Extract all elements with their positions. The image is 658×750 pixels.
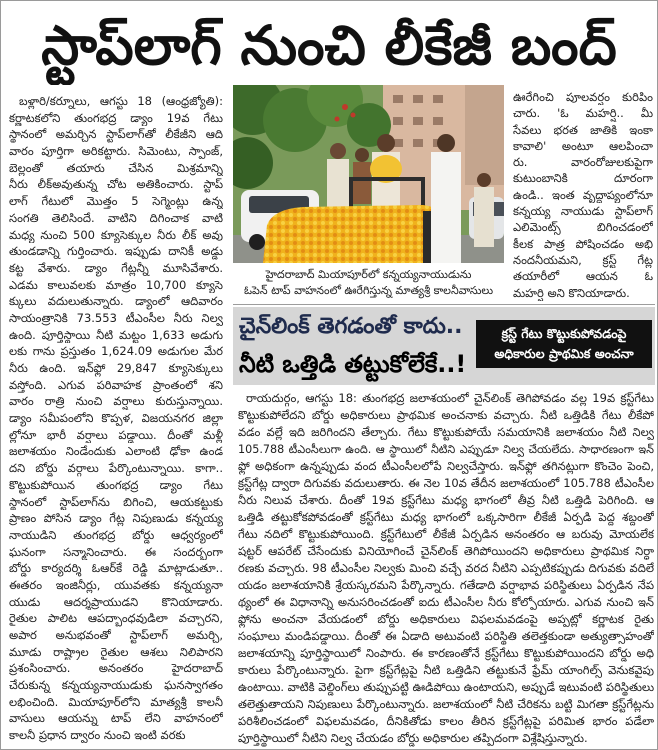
body-text-line: నందనీయమని, క్రస్ట్ గేట్ల [513, 252, 653, 267]
body-text-line: బోర్డు కార్యదర్శి ఓఆర్‌కే రెడ్డి మాట్లాడుతూ.. [9, 561, 223, 576]
body-text-line: ఫ్లో అధికంగా ఉన్నప్పుడు వంద టీఎంసీలలోపే నిల్వచేస్తారు. ఇన్‌ఫ్లో తగినట్లుగా కొంచెం పెంచి, [238, 459, 654, 473]
body-text-line: తయారీలో ఆయన ఓ [513, 269, 653, 284]
body-text-line: క్రస్ట్‌గేట్ల ద్వారా దిగువకు వదులుతారు. ఈ నెల 10వ తేదీన జలాశయంలో 105.788 టీఎంసీల [238, 476, 654, 490]
body-text-line: కుటుంబానికి దూరంగా [513, 171, 653, 186]
person-left [327, 143, 349, 209]
body-text-line: వడం వల్లే ఇది జరిగిందని తేల్చారు. గేటు కొట్టుకుపోయే సమయానికి జలాశయం నీటి నిల్వ [238, 425, 654, 439]
body-text-line: డ్యాం సమీపంలోని కొప్పళ, విజయనగర జిల్లా [9, 411, 223, 426]
body-text-line: మూడు రాష్ట్రాల రైతుల ఆశలు నిలిపారని [9, 644, 223, 659]
kicker-line: అధికారుల ప్రాథమిక అంచనా [494, 346, 634, 361]
body-text-line: చారు. 'ఓ మహర్షి.. మీ [513, 106, 653, 121]
body-text-line: సాయంత్రానికి 73.553 టీఎంసీల నీరు నిల్వ [9, 310, 223, 325]
secondary-headline-line-1: చైన్‌లింక్ తెగడంతో కాదు.. [239, 314, 463, 339]
body-text-line: కీలక పాత్ర పోషించడం అభి [513, 236, 653, 251]
secondary-headline-line-2: నీటి ఒత్తిడి తట్టుకోలేకే..! [239, 350, 467, 378]
body-text-line: కర్ణాటకలోని తుంగభద్ర డ్యాం 19వ గేటు [9, 110, 223, 125]
body-text-line: థ్యంలో ఈ విధానాన్ని అనుసరించడంతో ఐదు టీఎంసీల నీరు కోల్పోయారు. ఎగువ నుంచి ఇన్ [238, 595, 654, 609]
body-text-line: యుడు ఆదర్శప్రాయుడని కొనియాడారు. [9, 594, 223, 609]
article2-body [238, 390, 654, 747]
body-text-line: కాలనీ ప్రధాన ద్వారం నుంచి ఇంటి వరకు [9, 728, 186, 743]
caption-line: ఓపెన్ టాప్ వాహనంలో ఊరేగిస్తున్న మాత్యశ్రీ కాలనీవాసులు [243, 284, 494, 297]
body-text-line: ఘనంగా సన్మానించారు. ఈ సందర్భంగా [9, 544, 223, 559]
body-text-line: ఉంటాయి. వాటికి వెల్డింగ్‌లు తుప్పుపట్టి ఊడిపోయి ఉంటాయని, అప్పుడే ఇటువంటి పరిస్థితులు [238, 680, 654, 694]
body-text-line: ఒత్తిడి తట్టుకోకపోవడంతో క్రస్ట్‌గేటు మధ్య భాగంలో ఒక్కసారిగా లీకేజీ ఏర్పడి పెద్ద శబ్దంతో [238, 510, 654, 524]
body-text-line: నాయుడిని తుంగభద్ర బోర్డు ఆధ్వర్యంలో [9, 527, 223, 542]
photo-caption [233, 267, 504, 299]
body-text-line: ఈతరం ఇంజినీర్లు, యువతకు కన్నయ్యనా [9, 577, 223, 592]
article-right-column [513, 89, 653, 301]
body-text-line: ప్రశంసించారు. అనంతరం హైదరాబాద్ [9, 661, 223, 676]
body-text-line: కొట్టుకుపోయిన తుంగభద్ర డ్యాం గేటు [9, 477, 223, 492]
body-text-line: రైతుల పాలిట ఆపద్బాంధవుడిలా వచ్చారని, [9, 611, 223, 626]
body-text-line: బెల్లంతో తయారు చేసిన మిశ్రమాన్ని [9, 160, 223, 175]
main-headline: స్టాప్‌లాగ్ నుంచి లీకేజీ బంద్ [41, 14, 617, 77]
caption-line: హైదరాబాద్ మియాపూర్‌లో కన్నయ్యనాయుడును [265, 268, 472, 281]
body-text-line: కొట్టుకుపోలేదని బోర్డు అధికారులు ప్రాథమిక అంచనాకు వచ్చారు. నీటి ఒత్తిడికి గేటు లీకేపో [238, 408, 654, 422]
body-text-line: లభించింది. మియాపూర్‌లోని మాత్యశ్రీ కాలనీ [9, 694, 223, 709]
person-right-white [431, 134, 461, 263]
body-text-line: కట్ట వేశారు. డ్యాం గేట్లన్నీ మూసివేశారు. [9, 260, 223, 275]
body-text-line: దని బోర్డు వర్గాలు పేర్కొంటున్నాయి. కాగా.. [9, 461, 223, 476]
kicker-box [476, 320, 652, 368]
body-text-line: స్థానంలో స్టాప్‌లాగ్‌ను బిగించి, ఆయకట్టుకు [9, 494, 223, 509]
body-text-line: తుండడాన్ని గుర్తించారు. ఇప్పుడు దానికీ అడ్డు [9, 244, 223, 259]
body-text-line: పరిశీలించడంలో విఫలమవడం, దీనికితోడు కాలం తీరిన క్రస్ట్‌గేట్లపై పరిమిత భారం పడేలా [238, 714, 654, 728]
body-text-line: జలాశయం నిండేందుకు ఎలాంటి ఢోకా ఉండ [9, 444, 223, 459]
body-text-line: కారులు పేర్కొంటున్నారు. పైగా క్రస్ట్‌గేట్లపై నీటి ఒత్తిడిని తట్టుకునే ఫ్రేమ్ యాంగిల్స్ వెనుకవైపు [238, 663, 654, 677]
body-text-line: రాయదుర్గం, ఆగస్టు 18: తుంగభద్ర జలాశయంలో చైన్‌లింక్ తెగిపోవడం వల్ల 19వ క్రస్ట్‌గేటు [246, 391, 654, 405]
building-windows [393, 95, 443, 147]
body-text-line: ఫ్లోను అంచనా వేయడంలో బోర్డు అధికారులు విఫలమవడంపై అప్పట్లో కర్ణాటక రైతు [238, 612, 654, 626]
article-left-column [9, 93, 223, 744]
body-text-line: సంగతి తెలిసిందే. వాటిని దిగించాక వాటి [9, 210, 223, 225]
body-text-line: నీరు నిలువ చేశారు. దీంతో 19వ క్రస్ట్‌గేటు మధ్య భాగంలో తీవ్ర నీటి ఒత్తిడి పెరిగింది. ఆ [238, 493, 654, 507]
body-text-line: చేరుకున్న కన్నయ్యనాయుడుకు ఘనస్వాగతం [9, 678, 223, 693]
body-text-line: వస్తోంది. ఎగువ పరివాహక ప్రాంతంలో శని [9, 377, 223, 392]
body-text-line: క్కులు వదులుతున్నారు. డ్యాంలో ఆదివారం [9, 294, 223, 309]
body-text-line: 105.788 టీఎంసీలుగా ఉంది. ఆ స్థాయిలో నీటిని ఎప్పుడూ నిల్వ చేయలేదు. సాధారణంగా ఇన్ [238, 443, 654, 456]
body-text-line: రణకు వచ్చారు. 98 టీఎంసీల నిల్వకు మించి వచ్చే వరద నీటిని ఎప్పటికప్పుడు దిగువకు వదిలే [238, 561, 654, 575]
body-text-line: కావాలి' అంటూ ఆలపించా [513, 138, 653, 153]
body-text-line: వారం రాత్రి నుంచి వర్షాలు కురుస్తున్నాయి. [9, 394, 223, 409]
body-text-line: ల్లోనూ భారీ వర్షాలు పడ్డాయి. దీంతో మళ్లీ [9, 427, 223, 442]
body-text-line: ఉండి.. ఇంత వృద్ధాప్యంలోనూ [513, 187, 653, 202]
body-text-line: ఉంది. పూర్తిస్థాయి నీటి మట్టం 1,633 అడుగు [9, 327, 223, 342]
body-text-line: సేవలు భరత జాతికి ఇంకా [513, 122, 653, 137]
section-divider [233, 304, 655, 305]
person-middle [353, 148, 371, 204]
body-text-line: లకు గాను ప్రస్తుతం 1,624.09 అడుగుల మేర [9, 344, 223, 359]
body-text-line: షట్టర్ ఆపరేట్ చేసేందుకు వినియోగించే చైన్‌లింక్ తెగిపోయిందని అధికారులు ప్రాథమిక నిర్ధా [238, 544, 654, 558]
body-text-line: కన్నయ్య నాయుడు స్టాప్‌లాగ్ [513, 204, 653, 219]
body-text-line: నీరు ఉంది. ఇన్‌ఫ్లో 29,847 క్యూసెక్కులు [9, 361, 223, 375]
building-right-block [465, 85, 504, 185]
body-text-line: మధ్య నుంచి 500 క్యూసెక్కుల నీరు లీక్ అవు [9, 227, 223, 242]
body-text-line: అపార అనుభవంతో స్టాప్‌లాగ్ అమర్చి, [9, 628, 223, 642]
body-text-line: గేటు నదిలో కొట్టుకుపోయింది. క్రస్ట్‌గేటులో లీకేజీ ఏర్పడిన అనంతరం ఆ బరువు మోయలేక [238, 527, 654, 541]
body-text-line: స్థానంలో అమర్చిన స్టాప్‌లాగ్‌తో లీకేజీని ఆది [9, 127, 223, 142]
body-text-line: ఊరేగించి పూలవర్షం కురిపిం [513, 90, 653, 104]
body-text-line: తలెత్తుతాయని నిపుణులు పేర్కొంటున్నారు. జలాశయంలో నీటి చేరికను బట్టి మిగతా క్రస్ట్‌గేట్లను [238, 697, 654, 711]
kicker-line: క్రస్ట్ గేటు కొట్టుకుపోవడంపై [501, 326, 627, 341]
body-text-line: ప్రాణం పోసిన డ్యాం గేట్ల నిపుణుడు కన్నయ్య [9, 511, 223, 526]
body-text-line: ఎడమ కాలువలకు మాత్రం 10,700 క్యూసె [9, 277, 223, 292]
body-text-line: ఎలిమెంట్స్ బిగించడంలో [513, 220, 653, 235]
body-text-line: బళ్లారి/కర్నూలు, ఆగస్టు 18 (ఆంధ్రజ్యోతి): [19, 94, 223, 108]
body-text-line: పూర్తిస్థాయిలో నీటిని నిల్వ చేయడం బోర్డు అధికారుల తప్పిదంగా విశ్లేషిస్తున్నారు. [238, 731, 588, 745]
body-text-line: నీరు లీక్‌అవుతున్న చోట అతికించారు. స్టాప్ [9, 177, 223, 192]
body-text-line: వాసులు ఆయన్ను టాప్ లేని వాహనంలో [9, 711, 223, 726]
body-text-line: సంఘాలు మండిపడ్డాయి. దీంతో ఈ ఏడాది అటువంటి పరిస్థితి తలెత్తకుండా అత్యుత్సాహంతో [238, 629, 654, 643]
body-text-line: రు. వారంరోజులకుపైగా [513, 155, 653, 170]
body-text-line: యడం జలాశయానికి శ్రేయస్కరమని పేర్కొన్నారు. గతేడాది వర్షాభావ పరిస్థితులు ఏర్పడిన నేప [238, 578, 654, 592]
body-text-line: లాగ్ గేటులో మొత్తం 5 సెగ్మెంట్లు ఉన్న [9, 194, 223, 209]
procession-photo [233, 85, 504, 263]
body-text-line: వారం పూర్తిగా అరికట్టారు. సిమెంటు, స్పాంజ్, [9, 144, 223, 159]
body-text-line: మహర్షి అని కొనియాడారు. [513, 285, 630, 300]
body-text-line: జలాశయాన్ని పూర్తిస్థాయిలో నింపారు. ఈ కారణంతోనే క్రస్ట్‌గేటు కొట్టుకుపోయిందని బోర్డు అధి [238, 646, 654, 660]
